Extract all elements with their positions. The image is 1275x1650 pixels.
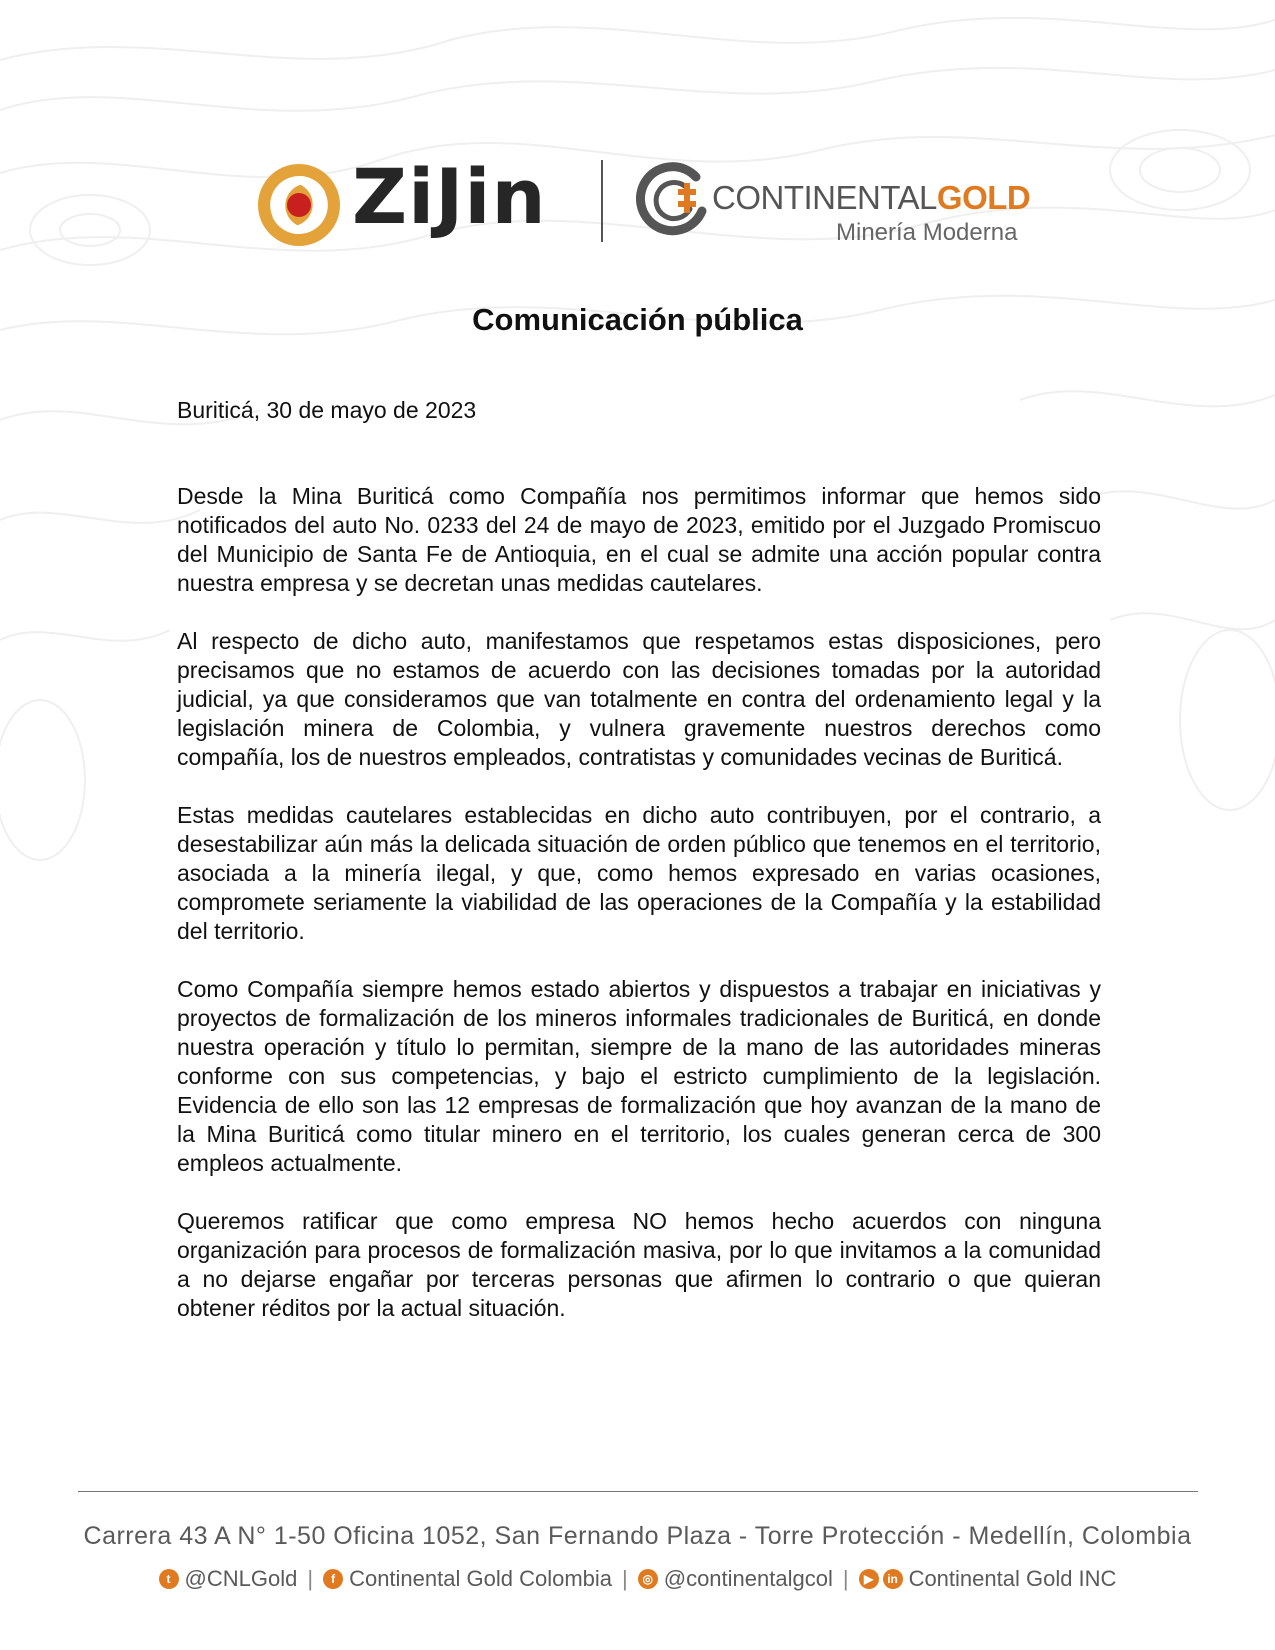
footer-address: Carrera 43 A N° 1-50 Oficina 1052, San Fernando Plaza - Torre Protección - Medellín, Colombia: [83, 1522, 1192, 1550]
logo-divider: [601, 160, 603, 242]
letterhead: [0, 150, 1275, 260]
zijin-logo-icon: [254, 160, 344, 250]
paragraph-5: Queremos ratificar que como empresa NO hemos hecho acuerdos con ninguna organización para procesos de formalización masiva, por lo que invitamos a la comunidad a no dejarse engañar por terceras personas que afirmen lo contrario o que quieran obtener réditos por la actual situación.: [177, 1208, 1101, 1321]
paragraph-2: Al respecto de dicho auto, manifestamos que respetamos estas disposiciones, pero precisamos que no estamos de acuerdo con las decisiones tomadas por la autoridad judicial, ya que consideramos que van totalmente en contra del ordenamiento legal y la legislación minera de Colombia, y vulnera gravemente nuestros derechos como compañía, los de nuestros empleados, contratistas y comunidades vecinas de Buriticá.: [177, 628, 1101, 770]
footer-social-links: [0, 1566, 1275, 1592]
separator: |: [307, 1566, 314, 1591]
instagram-handle[interactable]: @continentalgcol: [663, 1566, 833, 1591]
instagram-icon: ◎: [638, 1569, 658, 1589]
separator: |: [842, 1566, 849, 1591]
gold-text: GOLD: [936, 179, 1031, 216]
facebook-page[interactable]: Continental Gold Colombia: [349, 1566, 613, 1591]
letter-body: [177, 396, 1101, 1352]
continental-gold-logo-icon: [634, 159, 714, 239]
twitter-handle[interactable]: @CNLGold: [184, 1566, 298, 1591]
separator: |: [622, 1566, 628, 1591]
zijin-wordmark: ZiJin: [352, 152, 547, 241]
facebook-icon: f: [323, 1569, 343, 1589]
paragraph-3: Estas medidas cautelares establecidas en dicho auto contribuyen, por el contrario, a desestabilizar aún más la delicada situación de orden público que tenemos en el territorio, asociada a la minería ilegal, y que, como hemos expresado en varias ocasiones, compromete seriamente la viabilidad de las operaciones de la Compañía y la estabilidad del territorio.: [177, 802, 1101, 944]
youtube-linkedin-name[interactable]: Continental Gold INC: [908, 1566, 1117, 1591]
footer-divider: [78, 1491, 1198, 1492]
tagline: Minería Moderna: [836, 219, 1018, 246]
paragraph-1: Desde la Mina Buriticá como Compañía nos permitimos informar que hemos sido notificados del auto No. 0233 del 24 de mayo de 2023, emitido por el Juzgado Promiscuo del Municipio de Santa Fe de Antioquia, en el cual se admite una acción popular contra nuestra empresa y se decretan unas medidas cautelares.: [177, 483, 1101, 596]
paragraph-4: Como Compañía siempre hemos estado abiertos y dispuestos a trabajar en iniciativas y proyectos de formalización de los mineros informales tradicionales de Buriticá, en donde nuestra operación y título lo permitan, siempre de la mano de las autoridades mineras conforme con sus competencias, y bajo el estricto cumplimiento de la legislación. Evidencia de ello son las 12 empresas de formalización que hoy avanzan de la mano de la Mina Buriticá como titular minero en el territorio, los cuales generan cerca de 300 empleos actualmente.: [177, 976, 1101, 1176]
document-title: Comunicación pública: [472, 302, 803, 337]
date-line: Buriticá, 30 de mayo de 2023: [177, 397, 477, 423]
linkedin-icon: in: [883, 1569, 903, 1589]
youtube-icon: ▶: [859, 1569, 879, 1589]
continental-text: CONTINENTAL: [712, 179, 937, 216]
continental-gold-wordmark: [712, 180, 1030, 216]
twitter-icon: t: [159, 1569, 179, 1589]
